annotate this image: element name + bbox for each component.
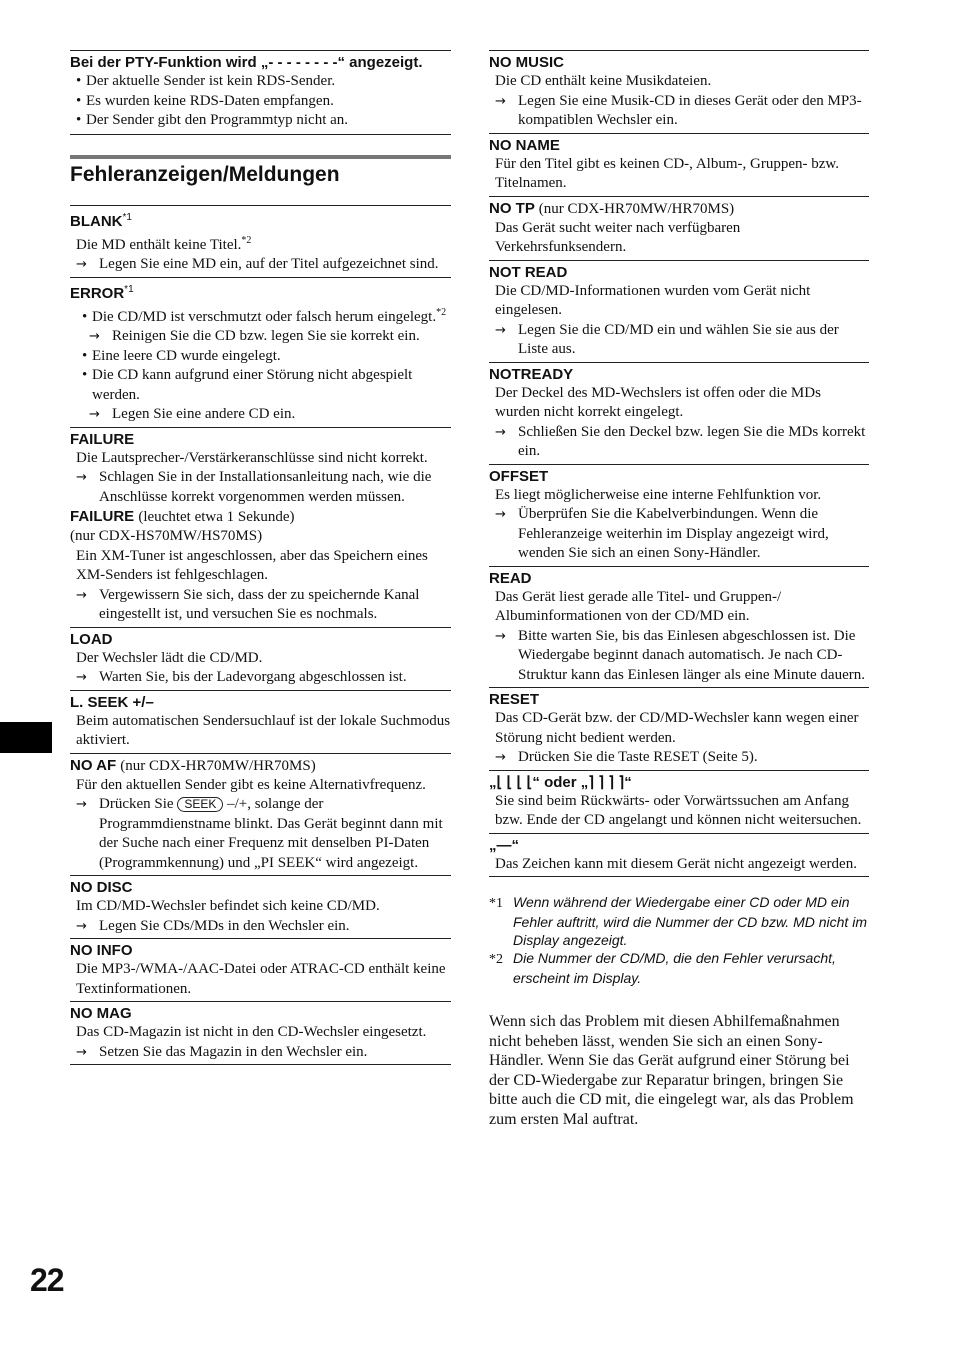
footnote-text: Die Nummer der CD/MD, die den Fehler verursacht, erscheint im Display. (513, 950, 836, 986)
footnote-ref: *2 (436, 306, 447, 318)
footnote-2 (489, 949, 869, 987)
arrow-icon: → (495, 507, 506, 522)
desc: Es liegt möglicherweise eine interne Fehlfunktion vor. (495, 486, 822, 503)
desc: Der Wechsler lädt die CD/MD. (76, 649, 263, 666)
desc: • Die CD kann aufgrund einer Störung nicht abgespielt werden. (76, 366, 451, 405)
action: Reinigen Sie die CD bzw. legen Sie sie korrekt ein. (112, 328, 420, 344)
code: NO MUSIC (489, 54, 564, 71)
entry-notp (489, 196, 869, 260)
arrow-icon: → (76, 797, 87, 812)
code: NO DISC (70, 879, 133, 896)
seek-button-icon: SEEK (177, 797, 223, 812)
arrow-icon: → (495, 322, 506, 338)
footnote-text: Wenn während der Wiedergabe einer CD oder MD ein Fehler auftritt, wird die Nummer der CD bzw. MD nicht im Display angezeigt. (513, 894, 867, 948)
action: Drücken Sie die Taste RESET (Seite 5). (518, 749, 758, 765)
desc: Das Gerät liest gerade alle Titel- und Gruppen-/ Albuminformationen von der CD/MD ein. (495, 588, 782, 624)
closing-paragraph: Wenn sich das Problem mit diesen Abhilfemaßnahmen nicht beheben lässt, wenden Sie sich an einen Sony-Händler. Wenn Sie das Gerät aufgrund einer Störung bei der CD-Wiedergabe zur Reparatur bringen, bringen Sie bitte auch die CD mit, die eingelegt war, als das Problem zum ersten Mal auftrat. (489, 1013, 854, 1128)
action: Überprüfen Sie die Kabelverbindungen. Wenn die Fehleranzeige weiterhin im Display angezeigt wird, wenden Sie sich an einen Sony-Händler. (518, 506, 829, 561)
pty-heading: Bei der PTY-Funktion wird „- - - - - - - -“ angezeigt. (70, 54, 423, 71)
code: “ oder „ (532, 773, 589, 791)
code: NO INFO (70, 942, 133, 959)
desc: Das CD-Magazin ist nicht in den CD-Wechsler eingesetzt. (76, 1024, 427, 1040)
arrow-icon: → (89, 407, 100, 422)
arrow-icon: → (495, 93, 506, 109)
action: Schließen Sie den Deckel bzw. legen Sie die MDs korrekt ein. (518, 423, 866, 459)
arrow-icon: → (495, 750, 506, 765)
arrow-icon: → (495, 628, 506, 644)
entry-nomag (70, 1001, 451, 1065)
entry-noaf (70, 753, 451, 876)
desc: Die CD enthält keine Musikdateien. (495, 73, 712, 89)
code: RESET (489, 691, 540, 708)
desc: Die Lautsprecher-/Verstärkeranschlüsse sind nicht korrekt. (76, 449, 428, 466)
action: Bitte warten Sie, bis das Einlesen abgeschlossen ist. Die Wiedergabe beginnt danach automatisch. Je nach CD-Struktur kann das Einlesen länger als eine Minute dauern. (518, 627, 865, 683)
pty-bullet: • Der aktuelle Sender ist kein RDS-Sender. (70, 72, 451, 92)
entry-blank (70, 205, 451, 277)
desc: Im CD/MD-Wechsler befindet sich keine CD/MD. (76, 898, 380, 914)
code: LOAD (70, 630, 113, 648)
action: –/+, solange der Programmdienstname blinkt. Das Gerät beginnt dann mit der Suche nach einer Frequenz mit denselben PI-Daten (Programmkennung) und „PI SEEK“ wird angezeigt. (99, 796, 443, 871)
note: (nur CDX-HR70MW/HR70MS) (538, 200, 735, 217)
desc: Das Zeichen kann mit diesem Gerät nicht angezeigt werden. (495, 855, 857, 872)
arrow-icon: → (76, 257, 87, 272)
action: Legen Sie eine andere CD ein. (112, 406, 296, 422)
arrow-icon: → (76, 587, 87, 603)
entry-offset (489, 464, 869, 566)
note: (leuchtet etwa 1 Sekunde) (138, 509, 295, 525)
code: FAILURE (70, 430, 135, 448)
code: READ (489, 569, 532, 587)
desc: Die CD/MD-Informationen wurden vom Gerät nicht eingelesen. (495, 282, 811, 318)
desc: Das CD-Gerät bzw. der CD/MD-Wechsler kann wegen einer Störung nicht bedient werden. (495, 710, 859, 746)
entry-notread (489, 260, 869, 362)
desc: Die MD enthält keine Titel. (76, 236, 242, 253)
note: (nur CDX-HR70MW/HR70MS) (120, 757, 316, 774)
arrow-icon: → (76, 670, 87, 685)
code: NO MAG (70, 1005, 132, 1022)
section-tab-marker (0, 722, 52, 753)
segment-start-icon: ⌊ ⌊ ⌊ ⌊ (496, 773, 533, 791)
entry-failure (70, 427, 451, 627)
entry-lseek (70, 690, 451, 753)
page-number: 22 (30, 1262, 64, 1298)
entry-read (489, 566, 869, 688)
model-note: (nur CDX-HS70MW/HS70MS) (70, 528, 263, 544)
footnote-ref: *2 (241, 234, 252, 246)
code: L. SEEK +/– (70, 693, 154, 711)
footnote-mark: *2 (489, 952, 503, 967)
pty-bullet: • Der Sender gibt den Programmtyp nicht an. (70, 111, 451, 131)
quote: “ (624, 773, 632, 791)
pty-bullet: • Es wurden keine RDS-Daten empfangen. (70, 92, 451, 112)
desc: Für den aktuellen Sender gibt es keine Alternativfrequenz. (76, 776, 426, 793)
code: NO TP (489, 199, 535, 217)
arrow-icon: → (76, 1044, 87, 1060)
action: Drücken Sie (99, 796, 174, 812)
desc: Ein XM-Tuner ist angeschlossen, aber das Speichern eines XM-Senders ist fehlgeschlagen. (76, 547, 428, 583)
entry-noname (489, 133, 869, 196)
action: Legen Sie eine Musik-CD in dieses Gerät oder den MP3-kompatiblen Wechsler ein. (518, 92, 862, 128)
desc: Die MP3-/WMA-/AAC-Datei oder ATRAC-CD enthält keine Textinformationen. (76, 961, 446, 997)
entry-noinfo (70, 938, 451, 1001)
entry-dash (489, 833, 869, 878)
arrow-icon: → (495, 424, 506, 440)
entry-load (70, 627, 451, 690)
right-column (489, 50, 869, 1129)
action: Legen Sie eine MD ein, auf der Titel aufgezeichnet sind. (99, 256, 439, 272)
footnote-mark: *1 (489, 896, 503, 911)
arrow-icon: → (76, 470, 87, 485)
code: BLANK (70, 212, 123, 230)
arrow-icon: → (89, 329, 100, 344)
action: Setzen Sie das Magazin in den Wechsler ein. (99, 1043, 368, 1060)
entry-nomusic (489, 50, 869, 133)
pty-entry (70, 50, 451, 135)
code: „—“ (489, 836, 519, 854)
code: NO AF (70, 756, 117, 774)
footnote-ref: *1 (122, 211, 132, 223)
desc: Das Gerät sucht weiter nach verfügbaren Verkehrsfunksendern. (495, 219, 741, 255)
left-column (70, 50, 451, 1065)
action: Vergewissern Sie sich, dass der zu speichernde Kanal eingestellt ist, und versuchen Sie es nochmals. (99, 586, 420, 622)
desc: Der Deckel des MD-Wechslers ist offen oder die MDs wurden nicht korrekt eingelegt. (495, 384, 821, 420)
quote: „ (489, 773, 497, 791)
code: ERROR (70, 284, 125, 302)
footnote-1 (489, 893, 869, 949)
action: Warten Sie, bis der Ladevorgang abgeschlossen ist. (99, 669, 407, 685)
entry-reset (489, 687, 869, 770)
code: NOT READ (489, 263, 568, 281)
desc: Sie sind beim Rückwärts- oder Vorwärtssuchen am Anfang bzw. Ende der CD angelangt und können nicht weitersuchen. (495, 792, 862, 828)
entry-notready (489, 362, 869, 464)
segment-end-icon: ⌉ ⌉ ⌉ ⌉ (588, 773, 625, 791)
section-title: Fehleranzeigen/Meldungen (70, 155, 451, 205)
action: Schlagen Sie in der Installationsanleitung nach, wie die Anschlüsse korrekt vorgenommen werden müssen. (99, 469, 432, 505)
entry-error (70, 277, 451, 427)
desc: Die CD/MD ist verschmutzt oder falsch herum eingelegt. (92, 308, 437, 325)
footnote-ref: *1 (124, 283, 134, 295)
code: OFFSET (489, 467, 549, 485)
arrow-icon: → (76, 918, 87, 934)
desc: • Eine leere CD wurde eingelegt. (76, 347, 451, 367)
desc: Für den Titel gibt es keinen CD-, Album-, Gruppen- bzw. Titelnamen. (495, 155, 839, 191)
code: FAILURE (70, 508, 135, 525)
action: Legen Sie die CD/MD ein und wählen Sie sie aus der Liste aus. (518, 321, 839, 357)
code: NOTREADY (489, 365, 574, 383)
action: Legen Sie CDs/MDs in den Wechsler ein. (99, 917, 350, 934)
entry-disc-end (489, 770, 869, 833)
entry-nodisc (70, 875, 451, 938)
code: NO NAME (489, 136, 560, 154)
desc: Beim automatischen Sendersuchlauf ist der lokale Suchmodus aktiviert. (76, 712, 451, 748)
